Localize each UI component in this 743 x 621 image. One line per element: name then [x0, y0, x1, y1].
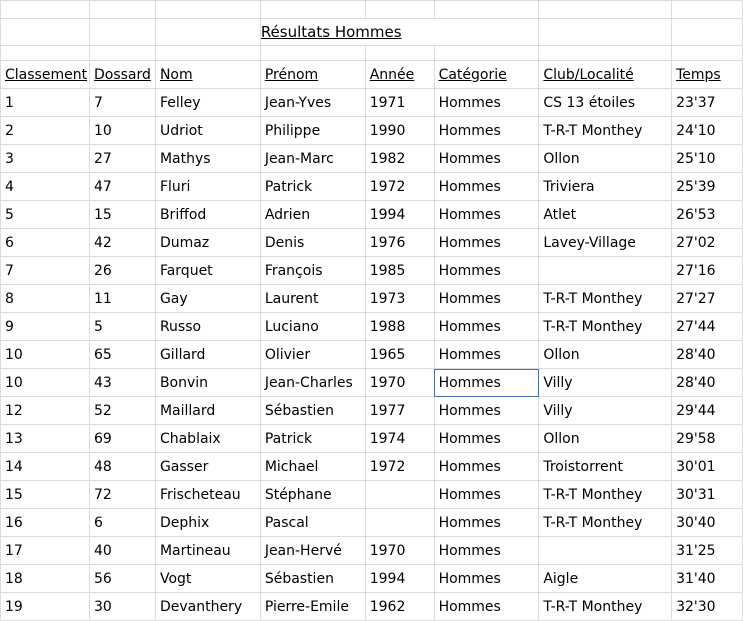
year-cell[interactable]: 1970	[365, 537, 434, 565]
category-cell[interactable]: Hommes	[434, 481, 539, 509]
club-cell[interactable]: Aigle	[539, 565, 672, 593]
table-row	[1, 509, 743, 537]
club-cell[interactable]: CS 13 étoiles	[539, 89, 672, 117]
table-row	[1, 453, 743, 481]
table-row	[1, 285, 743, 313]
category-cell[interactable]: Hommes	[434, 313, 539, 341]
rank-cell[interactable]: 2	[1, 117, 90, 145]
year-cell[interactable]: 1973	[365, 285, 434, 313]
lastname-cell[interactable]: Vogt	[155, 565, 260, 593]
bib-cell[interactable]: 15	[89, 201, 155, 229]
table-row	[1, 369, 743, 397]
year-cell[interactable]: 1985	[365, 257, 434, 285]
category-cell[interactable]: Hommes	[434, 89, 539, 117]
time-cell[interactable]: 24'10	[672, 117, 743, 145]
firstname-cell[interactable]: Sébastien	[260, 565, 365, 593]
time-cell[interactable]: 27'44	[672, 313, 743, 341]
time-cell[interactable]: 27'02	[672, 229, 743, 257]
time-cell[interactable]: 25'10	[672, 145, 743, 173]
firstname-cell[interactable]: Luciano	[260, 313, 365, 341]
bib-cell[interactable]: 5	[89, 313, 155, 341]
category-cell[interactable]: Hommes	[434, 425, 539, 453]
table-row	[1, 425, 743, 453]
club-cell[interactable]: Troistorrent	[539, 453, 672, 481]
bib-cell[interactable]: 65	[89, 341, 155, 369]
category-cell[interactable]: Hommes	[434, 537, 539, 565]
lastname-cell[interactable]: Briffod	[155, 201, 260, 229]
table-row	[1, 117, 743, 145]
header-nom[interactable]: Nom	[155, 61, 260, 89]
firstname-cell[interactable]: Adrien	[260, 201, 365, 229]
bib-cell[interactable]: 26	[89, 257, 155, 285]
category-cell[interactable]: Hommes	[434, 509, 539, 537]
empty-row	[1, 46, 743, 61]
table-row	[1, 593, 743, 621]
table-row	[1, 537, 743, 565]
time-cell[interactable]: 23'37	[672, 89, 743, 117]
club-cell[interactable]: T-R-T Monthey	[539, 285, 672, 313]
table-row	[1, 565, 743, 593]
club-cell[interactable]: Triviera	[539, 173, 672, 201]
firstname-cell[interactable]: Pascal	[260, 509, 365, 537]
firstname-cell[interactable]: Denis	[260, 229, 365, 257]
bib-cell[interactable]: 30	[89, 593, 155, 621]
header-prenom[interactable]: Prénom	[260, 61, 365, 89]
category-cell[interactable]: Hommes	[434, 593, 539, 621]
time-cell[interactable]: 27'27	[672, 285, 743, 313]
time-cell[interactable]: 32'30	[672, 593, 743, 621]
category-cell[interactable]: Hommes	[434, 369, 539, 397]
bib-cell[interactable]: 69	[89, 425, 155, 453]
year-cell[interactable]	[365, 509, 434, 537]
category-cell[interactable]: Hommes	[434, 257, 539, 285]
year-cell[interactable]: 1982	[365, 145, 434, 173]
lastname-cell[interactable]: Chablaix	[155, 425, 260, 453]
sheet-title-cell[interactable]	[260, 19, 539, 46]
year-cell[interactable]: 1972	[365, 173, 434, 201]
lastname-cell[interactable]: Maillard	[155, 397, 260, 425]
category-cell[interactable]: Hommes	[434, 229, 539, 257]
club-cell[interactable]: Lavey-Village	[539, 229, 672, 257]
table-row	[1, 145, 743, 173]
table-row	[1, 257, 743, 285]
rank-cell[interactable]: 12	[1, 397, 90, 425]
rank-cell[interactable]: 15	[1, 481, 90, 509]
lastname-cell[interactable]: Gasser	[155, 453, 260, 481]
club-cell[interactable]: Ollon	[539, 425, 672, 453]
club-cell[interactable]: Atlet	[539, 201, 672, 229]
year-cell[interactable]: 1994	[365, 201, 434, 229]
title-row	[1, 19, 743, 46]
year-cell[interactable]: 1962	[365, 593, 434, 621]
firstname-cell[interactable]: Laurent	[260, 285, 365, 313]
time-cell[interactable]: 30'01	[672, 453, 743, 481]
table-row	[1, 481, 743, 509]
year-cell[interactable]: 1988	[365, 313, 434, 341]
sheet-title: Résultats Hommes	[260, 23, 402, 41]
category-cell[interactable]: Hommes	[434, 565, 539, 593]
lastname-cell[interactable]: Gay	[155, 285, 260, 313]
category-cell[interactable]: Hommes	[434, 117, 539, 145]
table-row	[1, 173, 743, 201]
header-categorie[interactable]: Catégorie	[434, 61, 539, 89]
firstname-cell[interactable]: Jean-Marc	[260, 145, 365, 173]
lastname-cell[interactable]: Udriot	[155, 117, 260, 145]
table-row	[1, 229, 743, 257]
club-cell[interactable]: Villy	[539, 397, 672, 425]
category-cell[interactable]: Hommes	[434, 173, 539, 201]
category-cell[interactable]: Hommes	[434, 285, 539, 313]
rank-cell[interactable]: 6	[1, 229, 90, 257]
bib-cell[interactable]: 7	[89, 89, 155, 117]
time-cell[interactable]: 31'25	[672, 537, 743, 565]
rank-cell[interactable]: 1	[1, 89, 90, 117]
lastname-cell[interactable]: Farquet	[155, 257, 260, 285]
time-cell[interactable]: 31'40	[672, 565, 743, 593]
time-cell[interactable]: 29'58	[672, 425, 743, 453]
rank-cell[interactable]: 3	[1, 145, 90, 173]
time-cell[interactable]: 27'16	[672, 257, 743, 285]
lastname-cell[interactable]: Fluri	[155, 173, 260, 201]
rank-cell[interactable]: 13	[1, 425, 90, 453]
year-cell[interactable]: 1965	[365, 341, 434, 369]
lastname-cell[interactable]: Dephix	[155, 509, 260, 537]
year-cell[interactable]: 1974	[365, 425, 434, 453]
rank-cell[interactable]: 4	[1, 173, 90, 201]
bib-cell[interactable]: 72	[89, 481, 155, 509]
category-cell[interactable]: Hommes	[434, 397, 539, 425]
firstname-cell[interactable]: Patrick	[260, 425, 365, 453]
rank-cell[interactable]: 14	[1, 453, 90, 481]
firstname-cell[interactable]: Jean-Hervé	[260, 537, 365, 565]
firstname-cell[interactable]: Patrick	[260, 173, 365, 201]
table-row	[1, 313, 743, 341]
lastname-cell[interactable]: Devanthery	[155, 593, 260, 621]
club-cell[interactable]: Ollon	[539, 145, 672, 173]
bib-cell[interactable]: 27	[89, 145, 155, 173]
time-cell[interactable]: 28'40	[672, 341, 743, 369]
firstname-cell[interactable]: Sébastien	[260, 397, 365, 425]
rank-cell[interactable]: 18	[1, 565, 90, 593]
table-row	[1, 89, 743, 117]
bib-cell[interactable]: 47	[89, 173, 155, 201]
lastname-cell[interactable]: Gillard	[155, 341, 260, 369]
lastname-cell[interactable]: Mathys	[155, 145, 260, 173]
time-cell[interactable]: 30'31	[672, 481, 743, 509]
rank-cell[interactable]: 16	[1, 509, 90, 537]
club-cell[interactable]: T-R-T Monthey	[539, 313, 672, 341]
time-cell[interactable]: 30'40	[672, 509, 743, 537]
bib-cell[interactable]: 40	[89, 537, 155, 565]
club-cell[interactable]: Ollon	[539, 341, 672, 369]
rank-cell[interactable]: 10	[1, 369, 90, 397]
table-row	[1, 201, 743, 229]
club-cell[interactable]	[539, 537, 672, 565]
lastname-cell[interactable]: Martineau	[155, 537, 260, 565]
rank-cell[interactable]: 7	[1, 257, 90, 285]
year-cell[interactable]: 1990	[365, 117, 434, 145]
lastname-cell[interactable]: Russo	[155, 313, 260, 341]
year-cell[interactable]: 1994	[365, 565, 434, 593]
time-cell[interactable]: 26'53	[672, 201, 743, 229]
category-cell[interactable]: Hommes	[434, 453, 539, 481]
header-club[interactable]: Club/Localité	[539, 61, 672, 89]
lastname-cell[interactable]: Dumaz	[155, 229, 260, 257]
time-cell[interactable]: 29'44	[672, 397, 743, 425]
header-annee[interactable]: Année	[365, 61, 434, 89]
rank-cell[interactable]: 9	[1, 313, 90, 341]
bib-cell[interactable]: 11	[89, 285, 155, 313]
rank-cell[interactable]: 5	[1, 201, 90, 229]
bib-cell[interactable]: 10	[89, 117, 155, 145]
club-cell[interactable]: T-R-T Monthey	[539, 117, 672, 145]
firstname-cell[interactable]: Jean-Yves	[260, 89, 365, 117]
year-cell[interactable]: 1976	[365, 229, 434, 257]
empty-row	[1, 1, 743, 19]
year-cell[interactable]: 1977	[365, 397, 434, 425]
rank-cell[interactable]: 10	[1, 341, 90, 369]
rank-cell[interactable]: 19	[1, 593, 90, 621]
table-row	[1, 341, 743, 369]
club-cell[interactable]	[539, 257, 672, 285]
year-cell[interactable]: 1970	[365, 369, 434, 397]
bib-cell[interactable]: 6	[89, 509, 155, 537]
header-temps[interactable]: Temps	[672, 61, 743, 89]
club-cell[interactable]: T-R-T Monthey	[539, 509, 672, 537]
category-cell[interactable]: Hommes	[434, 145, 539, 173]
club-cell[interactable]: T-R-T Monthey	[539, 593, 672, 621]
year-cell[interactable]	[365, 481, 434, 509]
time-cell[interactable]: 28'40	[672, 369, 743, 397]
header-dossard[interactable]: Dossard	[89, 61, 155, 89]
club-cell[interactable]: T-R-T Monthey	[539, 481, 672, 509]
bib-cell[interactable]: 43	[89, 369, 155, 397]
club-cell[interactable]: Villy	[539, 369, 672, 397]
bib-cell[interactable]: 52	[89, 397, 155, 425]
firstname-cell[interactable]: Stéphane	[260, 481, 365, 509]
bib-cell[interactable]: 56	[89, 565, 155, 593]
category-cell[interactable]: Hommes	[434, 341, 539, 369]
category-cell[interactable]: Hommes	[434, 201, 539, 229]
header-row	[1, 61, 743, 89]
rank-cell[interactable]: 17	[1, 537, 90, 565]
rank-cell[interactable]: 8	[1, 285, 90, 313]
bib-cell[interactable]: 42	[89, 229, 155, 257]
firstname-cell[interactable]: Michael	[260, 453, 365, 481]
header-classement[interactable]: Classement	[1, 61, 90, 89]
firstname-cell[interactable]: Philippe	[260, 117, 365, 145]
firstname-cell[interactable]: Olivier	[260, 341, 365, 369]
firstname-cell[interactable]: Jean-Charles	[260, 369, 365, 397]
bib-cell[interactable]: 48	[89, 453, 155, 481]
firstname-cell[interactable]: Pierre-Emile	[260, 593, 365, 621]
year-cell[interactable]: 1972	[365, 453, 434, 481]
lastname-cell[interactable]: Frischeteau	[155, 481, 260, 509]
time-cell[interactable]: 25'39	[672, 173, 743, 201]
table-row	[1, 397, 743, 425]
year-cell[interactable]: 1971	[365, 89, 434, 117]
firstname-cell[interactable]: François	[260, 257, 365, 285]
lastname-cell[interactable]: Bonvin	[155, 369, 260, 397]
lastname-cell[interactable]: Felley	[155, 89, 260, 117]
